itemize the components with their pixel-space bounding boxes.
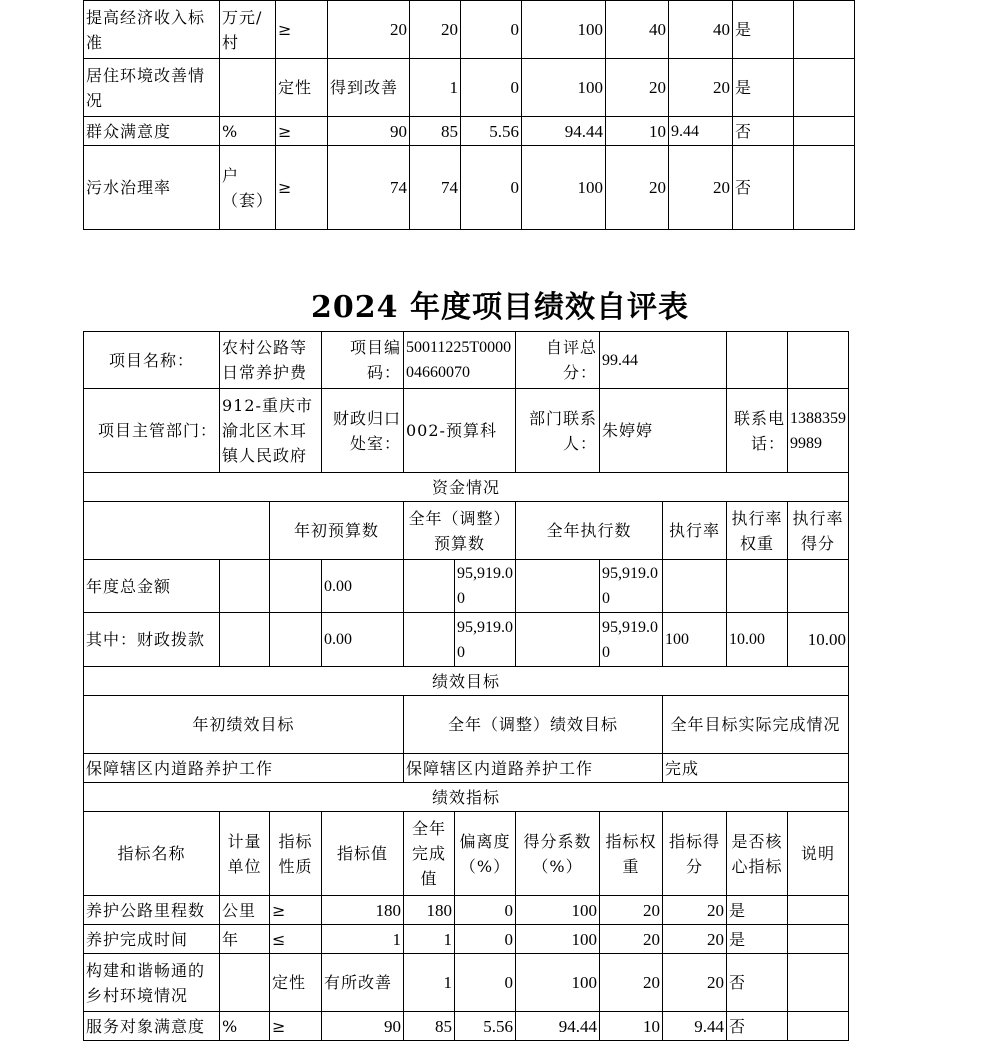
indicator-note xyxy=(788,1012,849,1041)
finance-office: 002-预算科 xyxy=(404,389,516,473)
table-row xyxy=(84,59,855,117)
indicator-core: 是 xyxy=(727,896,788,925)
indicator-note xyxy=(788,925,849,954)
funds-exec: 95,919.00 xyxy=(600,613,663,667)
funds-header-row xyxy=(84,502,849,560)
project-name-label: 项目名称： xyxy=(84,332,220,389)
indicator-name: 服务对象满意度 xyxy=(84,1012,220,1041)
empty-cell xyxy=(220,613,270,667)
indicator-complete: 20 xyxy=(410,1,461,59)
self-score: 99.44 xyxy=(600,332,727,389)
funds-header-rate-weight: 执行率权重 xyxy=(727,502,788,560)
header-score: 指标得分 xyxy=(663,812,727,896)
indicator-coef: 94.44 xyxy=(516,1012,600,1041)
empty-cell xyxy=(220,560,270,613)
goals-header-actual: 全年目标实际完成情况 xyxy=(663,696,849,754)
indicator-deviation: 0 xyxy=(461,1,522,59)
goals-section-row xyxy=(84,667,849,696)
indicator-name: 居住环境改善情况 xyxy=(84,59,220,117)
previous-indicator-table xyxy=(83,0,855,230)
funds-rate-score: 10.00 xyxy=(788,613,849,667)
indicator-nature: ≥ xyxy=(276,117,328,146)
goals-adjusted: 保障辖区内道路养护工作 xyxy=(404,754,663,783)
indicator-name: 构建和谐畅通的乡村环境情况 xyxy=(84,954,220,1012)
project-info-row xyxy=(84,332,849,389)
phone: 13883599989 xyxy=(788,389,849,473)
dept-label: 项目主管部门： xyxy=(84,389,220,473)
dept: 912-重庆市渝北区木耳镇人民政府 xyxy=(220,389,322,473)
funds-section-row xyxy=(84,473,849,502)
table-row xyxy=(84,1012,849,1041)
indicator-coef: 100 xyxy=(522,1,606,59)
goals-header-adjusted: 全年（调整）绩效目标 xyxy=(404,696,663,754)
funds-section-title: 资金情况 xyxy=(84,473,849,502)
indicator-unit: % xyxy=(220,1012,270,1041)
indicators-section-title: 绩效指标 xyxy=(84,783,849,812)
header-note: 说明 xyxy=(788,812,849,896)
indicator-complete: 180 xyxy=(404,896,455,925)
indicator-core: 否 xyxy=(727,954,788,1012)
indicator-value: 74 xyxy=(328,146,410,230)
indicator-name: 提高经济收入标准 xyxy=(84,1,220,59)
indicator-core: 否 xyxy=(733,117,794,146)
self-score-label: 自评总分： xyxy=(516,332,600,389)
funds-header-adjusted: 全年（调整）预算数 xyxy=(404,502,516,560)
empty-cell xyxy=(270,613,322,667)
funds-rate-weight xyxy=(727,560,788,613)
indicator-core: 否 xyxy=(727,1012,788,1041)
indicator-coef: 94.44 xyxy=(522,117,606,146)
contact-label: 部门联系人： xyxy=(516,389,600,473)
funds-row-label: 年度总金额 xyxy=(84,560,220,613)
indicator-note xyxy=(794,117,855,146)
indicator-value: 1 xyxy=(322,925,404,954)
empty-cell xyxy=(404,613,455,667)
indicator-coef: 100 xyxy=(516,925,600,954)
indicator-unit: 年 xyxy=(220,925,270,954)
funds-exec: 95,919.00 xyxy=(600,560,663,613)
header-core: 是否核心指标 xyxy=(727,812,788,896)
table-row xyxy=(84,954,849,1012)
indicator-complete: 74 xyxy=(410,146,461,230)
funds-initial: 0.00 xyxy=(322,560,404,613)
table-row xyxy=(84,896,849,925)
finance-label: 财政归口处室： xyxy=(322,389,404,473)
page-title: 2024 年度项目绩效自评表 xyxy=(311,290,689,325)
indicator-unit xyxy=(220,59,276,117)
indicator-value: 90 xyxy=(322,1012,404,1041)
funds-row xyxy=(84,560,849,613)
table-row xyxy=(84,117,855,146)
indicator-name: 养护完成时间 xyxy=(84,925,220,954)
indicator-deviation: 0 xyxy=(455,896,516,925)
indicator-unit: 户（套） xyxy=(220,146,276,230)
goals-section-title: 绩效目标 xyxy=(84,667,849,696)
self-evaluation-table xyxy=(83,331,849,1041)
header-deviation: 偏离度（%） xyxy=(455,812,516,896)
header-unit: 计量单位 xyxy=(220,812,270,896)
indicator-value: 180 xyxy=(322,896,404,925)
table-row xyxy=(84,1,855,59)
empty-cell xyxy=(516,560,600,613)
indicator-weight: 20 xyxy=(600,925,663,954)
empty-cell xyxy=(516,613,600,667)
goals-header-initial: 年初绩效目标 xyxy=(84,696,404,754)
indicator-core: 是 xyxy=(727,925,788,954)
indicator-weight: 20 xyxy=(600,896,663,925)
funds-header-initial: 年初预算数 xyxy=(270,502,404,560)
indicator-note xyxy=(794,146,855,230)
indicator-score: 20 xyxy=(669,146,733,230)
empty-cell xyxy=(84,502,270,560)
indicator-deviation: 5.56 xyxy=(461,117,522,146)
indicator-weight: 40 xyxy=(606,1,669,59)
indicators-section-row xyxy=(84,783,849,812)
header-nature: 指标性质 xyxy=(270,812,322,896)
funds-adjusted: 95,919.00 xyxy=(455,560,516,613)
indicator-coef: 100 xyxy=(516,896,600,925)
funds-header-rate: 执行率 xyxy=(663,502,727,560)
indicator-score: 9.44 xyxy=(669,117,733,146)
goals-header-row xyxy=(84,696,849,754)
indicator-score: 40 xyxy=(669,1,733,59)
indicator-score: 20 xyxy=(663,925,727,954)
indicator-core: 是 xyxy=(733,1,794,59)
funds-rate: 100 xyxy=(663,613,727,667)
indicator-deviation: 0 xyxy=(455,954,516,1012)
goals-row xyxy=(84,754,849,783)
empty-cell xyxy=(404,560,455,613)
indicator-note xyxy=(794,59,855,117)
empty-cell xyxy=(270,560,322,613)
indicator-name: 养护公路里程数 xyxy=(84,896,220,925)
indicator-unit: 公里 xyxy=(220,896,270,925)
indicator-nature: ≥ xyxy=(276,1,328,59)
indicator-note xyxy=(794,1,855,59)
header-coef: 得分系数（%） xyxy=(516,812,600,896)
project-code-label: 项目编码： xyxy=(322,332,404,389)
indicator-nature: ≥ xyxy=(270,896,322,925)
goals-initial: 保障辖区内道路养护工作 xyxy=(84,754,404,783)
indicator-score: 9.44 xyxy=(663,1012,727,1041)
funds-row xyxy=(84,613,849,667)
goals-actual: 完成 xyxy=(663,754,849,783)
department-info-row xyxy=(84,389,849,473)
indicator-nature: ≥ xyxy=(276,146,328,230)
funds-row-label: 其中：财政拨款 xyxy=(84,613,220,667)
funds-rate xyxy=(663,560,727,613)
indicator-deviation: 5.56 xyxy=(455,1012,516,1041)
indicator-complete: 85 xyxy=(404,1012,455,1041)
funds-header-exec: 全年执行数 xyxy=(516,502,663,560)
indicator-weight: 20 xyxy=(606,59,669,117)
indicator-deviation: 0 xyxy=(461,59,522,117)
indicator-nature: ≤ xyxy=(270,925,322,954)
indicator-deviation: 0 xyxy=(455,925,516,954)
indicator-core: 否 xyxy=(733,146,794,230)
indicator-nature: 定性 xyxy=(270,954,322,1012)
empty-cell xyxy=(727,332,788,389)
indicator-weight: 20 xyxy=(600,954,663,1012)
table-row xyxy=(84,146,855,230)
indicator-weight: 10 xyxy=(600,1012,663,1041)
indicator-score: 20 xyxy=(663,896,727,925)
indicator-nature: 定性 xyxy=(276,59,328,117)
header-weight: 指标权重 xyxy=(600,812,663,896)
table-row xyxy=(84,925,849,954)
header-name: 指标名称 xyxy=(84,812,220,896)
indicator-value: 有所改善 xyxy=(322,954,404,1012)
indicator-coef: 100 xyxy=(522,59,606,117)
project-name: 农村公路等日常养护费 xyxy=(220,332,322,389)
indicator-nature: ≥ xyxy=(270,1012,322,1041)
project-code: 50011225T000004660070 xyxy=(404,332,516,389)
indicator-unit: % xyxy=(220,117,276,146)
indicator-name: 污水治理率 xyxy=(84,146,220,230)
funds-adjusted: 95,919.00 xyxy=(455,613,516,667)
indicator-name: 群众满意度 xyxy=(84,117,220,146)
indicator-score: 20 xyxy=(669,59,733,117)
header-value: 指标值 xyxy=(322,812,404,896)
funds-rate-score xyxy=(788,560,849,613)
contact: 朱婷婷 xyxy=(600,389,727,473)
indicator-value: 20 xyxy=(328,1,410,59)
indicator-weight: 20 xyxy=(606,146,669,230)
indicator-complete: 85 xyxy=(410,117,461,146)
indicator-core: 是 xyxy=(733,59,794,117)
indicator-complete: 1 xyxy=(404,954,455,1012)
header-complete: 全年完成值 xyxy=(404,812,455,896)
funds-initial: 0.00 xyxy=(322,613,404,667)
indicator-note xyxy=(788,896,849,925)
indicator-weight: 10 xyxy=(606,117,669,146)
indicator-complete: 1 xyxy=(410,59,461,117)
funds-rate-weight: 10.00 xyxy=(727,613,788,667)
indicator-value: 90 xyxy=(328,117,410,146)
indicator-value: 得到改善 xyxy=(328,59,410,117)
indicator-note xyxy=(788,954,849,1012)
indicator-deviation: 0 xyxy=(461,146,522,230)
indicator-complete: 1 xyxy=(404,925,455,954)
phone-label: 联系电话： xyxy=(727,389,788,473)
empty-cell xyxy=(788,332,849,389)
indicator-score: 20 xyxy=(663,954,727,1012)
indicator-coef: 100 xyxy=(516,954,600,1012)
indicators-header-row xyxy=(84,812,849,896)
funds-header-rate-score: 执行率得分 xyxy=(788,502,849,560)
indicator-coef: 100 xyxy=(522,146,606,230)
indicator-unit xyxy=(220,954,270,1012)
indicator-unit: 万元/村 xyxy=(220,1,276,59)
